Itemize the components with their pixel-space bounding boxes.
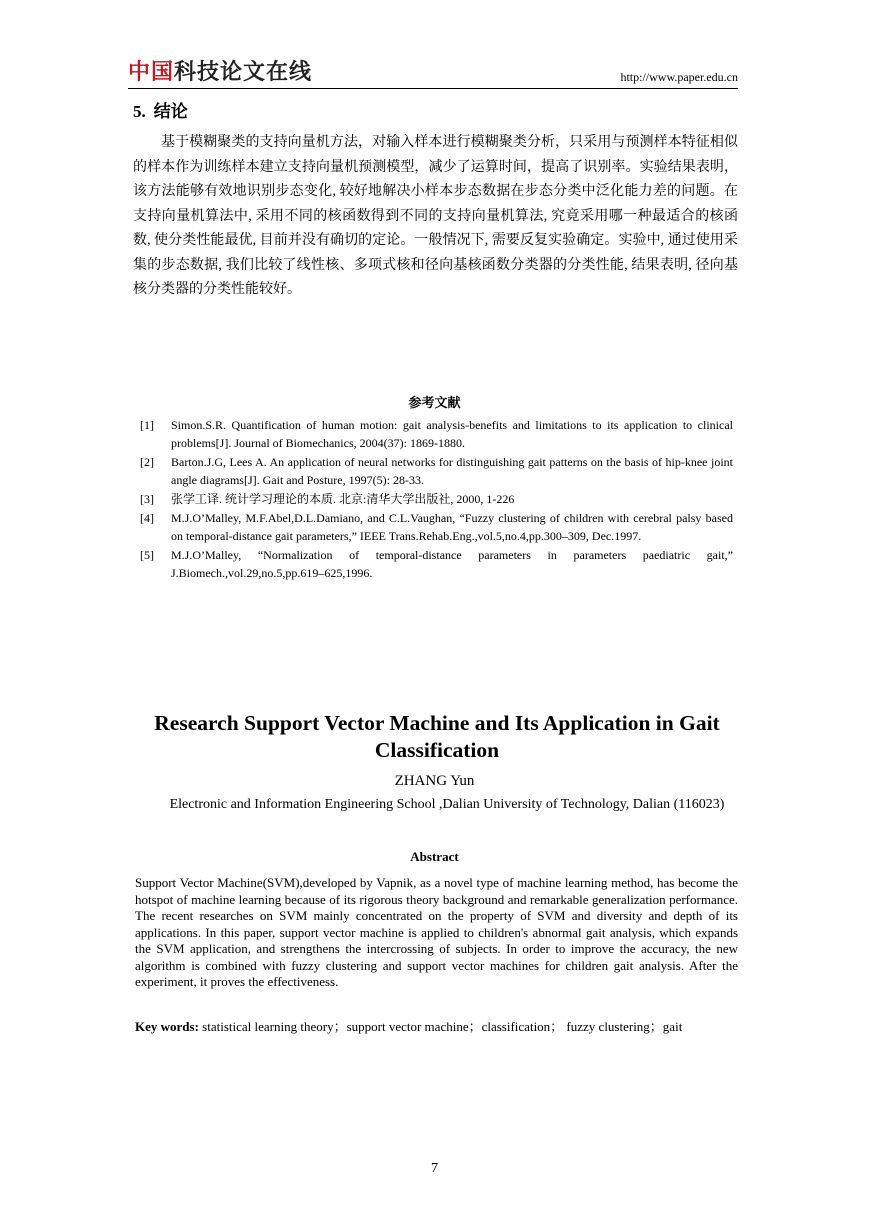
section-number: 5. [133,102,146,121]
reference-item [133,546,733,582]
author-affiliation: Electronic and Information Engineering School ,Dalian University of Technology, Dalian (116023) [169,797,725,812]
reference-text: 张学工译. 统计学习理论的本质. 北京:清华大学出版社, 2000, 1-226 [171,492,515,506]
logo-red-text: 中国 [128,60,175,85]
reference-number: [2] [140,455,154,469]
reference-number: [4] [140,511,154,525]
section-heading [133,100,188,124]
abstract-text: Support Vector Machine(SVM),developed by Vapnik, as a novel type of machine learning method, has become the hotspot of machine learning because of its rigorous theory background and remarkable generalization performance. The recent researches on SVM mainly concentrated on the property of SVM and diversity and depth of its applications. In this paper, support vector machine is applied to children's abnormal gait analysis, which expands the SVM application, and strengthens the intercrossing of subjects. In order to improve the accuracy, the new algorithm is combined with fuzzy clustering and support vector machines for children gait analysis. After the experiment, it proves the effectiveness. [135,875,738,989]
reference-text: M.J.O’Malley, M.F.Abel,D.L.Damiano, and C.L.Vaughan, “Fuzzy clustering of children with cerebral palsy based on temporal-distance gait parameters,” IEEE Trans.Rehab.Eng.,vol.5,no.4,pp.300–309, Dec.1997. [171,511,733,543]
keywords [135,1018,738,1036]
reference-item [133,490,733,508]
references-list [133,416,733,583]
header-url[interactable]: http://www.paper.edu.cn [620,70,738,84]
reference-item [133,509,733,545]
reference-text: Barton.J.G, Lees A. An application of neural networks for distinguishing gait patterns on the basis of hip-knee joint angle diagrams[J]. Gait and Posture, 1997(5): 28-33. [171,455,733,487]
logo-dark-text: 科技论文在线 [174,60,313,85]
author-name: ZHANG Yun [394,773,475,789]
reference-number: [3] [140,492,154,506]
reference-item [133,453,733,489]
keywords-text: statistical learning theory；support vector machine；classification； fuzzy clustering；gait [202,1019,683,1034]
reference-item [133,416,733,452]
references-heading: 参考文献 [408,396,461,411]
journal-logo [128,60,312,86]
abstract-heading: Abstract [410,849,459,864]
reference-text: Simon.S.R. Quantification of human motion: gait analysis-benefits and limitations to its application to clinical problems[J]. Journal of Biomechanics, 2004(37): 1869-1880. [171,418,733,450]
conclusion-paragraph: 基于模糊聚类的支持向量机方法，对输入样本进行模糊聚类分析，只采用与预测样本特征相似的样本作为训练样本建立支持向量机预测模型，减少了运算时间，提高了识别率。实验结果表明，该方法能够有效地识别步态变化, 较好地解决小样本步态数据在步态分类中泛化能力差的问题。在支持向量机算法中, 采用不同的核函数得到不同的支持向量机算法, 究竟采用哪一种最适合的核函数, 使分类性能最优, 目前并没有确切的定论。一般情况下, 需要反复实验确定。实验中, 通过使用采集的步态数据, 我们比较了线性核、多项式核和径向基核函数分类器的分类性能, 结果表明, 径向基核分类器的分类性能较好。 [133,135,738,297]
reference-text: M.J.O’Malley, “Normalization of temporal-distance parameters in parameters paediatric gait,” J.Biomech.,vol.29,no.5,pp.619–625,1996. [171,548,733,580]
page-header [128,58,738,89]
page-number: 7 [431,1161,438,1176]
keywords-label: Key words: [135,1019,199,1034]
reference-number: [5] [140,548,154,562]
reference-number: [1] [140,418,154,432]
english-title: Research Support Vector Machine and Its Application in Gait Classification [154,711,720,762]
section-title: 结论 [153,102,188,121]
